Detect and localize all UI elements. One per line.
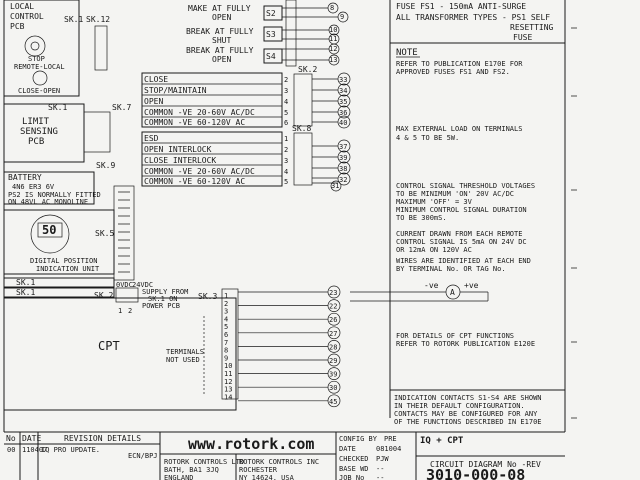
date-value: 081004 <box>376 445 402 453</box>
tb2-pin-5: 5 <box>284 178 289 186</box>
tb1-connector: SK.2 <box>298 65 318 74</box>
signal-line-5: TO BE 300mS. <box>396 214 447 222</box>
terminal-29: 29 <box>329 357 338 365</box>
current-line-1: CURRENT DRAWN FROM EACH REMOTE <box>396 230 523 238</box>
terminal-38: 38 <box>339 165 348 173</box>
tb1-row-label-close: CLOSE <box>144 75 169 84</box>
note-line-1: REFER TO PUBLICATION E170E FOR <box>396 60 523 68</box>
job-label: JOB No <box>339 474 365 480</box>
rev-row-signature: ECN/BPJ <box>128 452 158 460</box>
config-by-label: CONFIG BY <box>339 435 377 443</box>
load-line-1: MAX EXTERNAL LOAD ON TERMINALS <box>396 125 523 133</box>
sk1-bar-a-label: SK.1 <box>16 278 36 287</box>
terminal-40: 40 <box>339 119 348 127</box>
sk3-pin-3: 3 <box>224 307 229 316</box>
terminal-31: 31 <box>331 182 340 190</box>
sk3-pin-11: 11 <box>224 370 233 378</box>
terminal-27: 27 <box>329 329 338 338</box>
stop-knob-center-icon <box>31 42 39 50</box>
signal-line-3: MAXIMUM 'OFF' = 3V <box>396 198 472 206</box>
tb1-pin-2: 2 <box>284 76 289 84</box>
sk2-pin-2: 2 <box>128 307 133 315</box>
switch-s4-tag: S4 <box>266 52 276 61</box>
tb2-connector-body <box>294 133 312 185</box>
battery-connector: SK.9 <box>96 161 116 170</box>
terminal-23: 23 <box>329 289 338 297</box>
local-control-label: LOCAL <box>10 2 35 11</box>
tb1-connector-body <box>294 74 312 126</box>
cpt-section <box>4 281 340 410</box>
battery-label: BATTERY <box>8 173 42 182</box>
sk2-pin-1: 1 <box>118 307 123 315</box>
tb1-row-label-common-20-60: COMMON -VE 20-60V AC/DC <box>144 108 255 117</box>
cpt-note-1: FOR DETAILS OF CPT FUNCTIONS <box>396 332 515 340</box>
display-connector: SK.5 <box>95 229 115 238</box>
local-control-sub: CONTROL <box>10 12 44 21</box>
battery-note-1: PS2 IS NORMALLY FITTED <box>8 191 101 199</box>
terminal-10: 10 <box>329 26 338 34</box>
rev-row-no: 00 <box>7 446 16 454</box>
tb1-row-label-common-60-120: COMMON -VE 60-120V AC <box>144 118 246 127</box>
diagram-label: CIRCUIT DIAGRAM No -REV <box>430 460 541 469</box>
rev-row-detail: IQ PRO UPDATE. <box>41 446 101 454</box>
tb2-row-label-close-interlock: CLOSE INTERLOCK <box>144 156 217 165</box>
checked-value: PJW <box>376 455 389 463</box>
close-open-knob-icon <box>33 71 47 85</box>
switch-s3-label1: BREAK AT FULLY <box>186 27 254 36</box>
sk3-pin-14: 14 <box>224 393 233 402</box>
display-label-1: DIGITAL POSITION <box>30 257 98 265</box>
sk3-pin-4: 4 <box>224 315 229 324</box>
transformer-line-1: ALL TRANSFORMER TYPES - PS1 SELF <box>396 13 551 22</box>
terminal-9: 9 <box>340 13 345 21</box>
sk12-connector-icon <box>95 26 107 70</box>
switch-s4-label2: OPEN <box>212 55 232 64</box>
tb1-row-label-open: OPEN <box>144 97 164 106</box>
terminal-22: 22 <box>329 302 338 311</box>
sk3-label: SK.3 <box>198 292 218 301</box>
fuse-line: FUSE FS1 - 150mA ANTI-SURGE <box>396 2 527 11</box>
limit-sensing-line3: PCB <box>28 137 45 147</box>
close-open-label: CLOSE-OPEN <box>18 87 61 95</box>
terminal-45: 45 <box>329 397 338 406</box>
terminal-32: 32 <box>339 176 348 184</box>
supply-from-2: SK.1 ON <box>148 295 178 303</box>
tb2-pin-2: 2 <box>284 146 289 154</box>
rev-row-date: 110407 <box>22 446 48 454</box>
margin-ticks <box>571 28 577 418</box>
wire-line-1: WIRES ARE IDENTIFIED AT EACH END <box>396 257 531 265</box>
signal-line-4: MINIMUM CONTROL SIGNAL DURATION <box>396 206 527 214</box>
tb2-pin-3: 3 <box>284 157 289 165</box>
config-by-value: PRE <box>384 435 397 443</box>
base-value: -- <box>376 465 385 473</box>
sk3-terminal-list <box>238 286 340 407</box>
wire-line-2: BY TERMINAL No. OR TAG No. <box>396 265 506 273</box>
transformer-line-2: RESETTING <box>510 23 554 32</box>
switch-s3-label2: SHUT <box>212 36 232 45</box>
terminal-block-1 <box>142 65 350 128</box>
tb2-connector: SK.8 <box>292 124 312 133</box>
sk3-pin-13: 13 <box>224 385 233 394</box>
supply-from-1: SUPPLY FROM <box>142 288 189 296</box>
ammeter-plus-label: +ve <box>464 281 479 290</box>
note-line-2: APPROVED FUSES FS1 AND FS2. <box>396 68 510 76</box>
notes-column <box>350 2 565 426</box>
terminal-12: 12 <box>329 45 338 53</box>
stop-label: STOP <box>28 55 45 63</box>
ammeter-symbol: A <box>450 288 455 297</box>
limit-sensing-connector-2: SK.7 <box>112 103 132 112</box>
tb2-row-label-common-60-120: COMMON -VE 60-120V AC <box>144 177 246 186</box>
local-control-connector: SK.1 <box>64 15 84 24</box>
terminal-39: 39 <box>329 370 338 379</box>
terminals-not-used-2: NOT USED <box>166 356 200 364</box>
local-control-pcb <box>4 0 110 96</box>
product-name: IQ + CPT <box>420 436 464 446</box>
company-2-name: ROTORK CONTROLS INC <box>239 458 320 466</box>
tb2-row-label-open-interlock: OPEN INTERLOCK <box>144 145 212 154</box>
current-line-2: CONTROL SIGNAL IS 5mA ON 24V DC <box>396 238 527 246</box>
battery-note-2: ON 48VL AC MONOLINE <box>8 198 89 206</box>
terminal-37: 37 <box>339 143 348 151</box>
switch-s2-label1: MAKE AT FULLY <box>188 4 251 13</box>
sk2-label: SK.2 <box>94 291 114 300</box>
main-connector-pins <box>118 192 130 272</box>
cpt-note-2: REFER TO ROTORK PUBLICATION E120E <box>396 340 536 348</box>
checked-label: CHECKED <box>339 455 369 463</box>
supply-24v: 24VDC <box>132 281 154 289</box>
tb1-row-label-stop: STOP/MAINTAIN <box>144 86 207 95</box>
switch-connector-strip <box>286 0 296 66</box>
date-label: DATE <box>339 445 356 453</box>
tb1-pin-6: 6 <box>284 119 289 127</box>
switch-s3 <box>186 25 339 45</box>
terminal-26: 26 <box>329 316 338 325</box>
terminal-39: 39 <box>339 154 348 162</box>
tb1-pin-4: 4 <box>284 98 289 106</box>
switch-s2-tag: S2 <box>266 9 276 18</box>
stop-knob-icon <box>25 36 45 56</box>
indication-note-2: IN THEIR DEFAULT CONFIGURATION. <box>394 402 525 410</box>
terminals-not-used-1: TERMINALS <box>166 348 204 356</box>
tb2-pin-4: 4 <box>284 168 289 176</box>
switch-s4-label1: BREAK AT FULLY <box>186 46 254 55</box>
digital-display-unit <box>4 210 114 274</box>
sk7-connector-icon <box>84 112 110 152</box>
sk3-pin-1: 1 <box>224 292 229 300</box>
tb1-pin-5: 5 <box>284 109 289 117</box>
limit-sensing-connector: SK.1 <box>48 103 68 112</box>
sk3-pin-7: 7 <box>224 338 229 347</box>
display-label-2: INDICATION UNIT <box>36 265 100 273</box>
tb2-pin-1: 1 <box>284 135 289 143</box>
current-line-3: OR 12mA ON 120V AC <box>396 246 472 254</box>
switch-s4 <box>186 44 339 65</box>
terminal-33: 33 <box>339 76 348 84</box>
title-block <box>4 432 565 480</box>
sk1-bar-b-label: SK.1 <box>16 288 36 297</box>
note-title: NOTE <box>396 48 418 58</box>
company-2-line3: NY 14624, USA <box>239 474 294 480</box>
supply-0v: 0VDC <box>116 281 133 289</box>
rev-header-date: DATE <box>22 434 42 443</box>
sk3-pin-9: 9 <box>224 354 229 363</box>
sk3-pin-5: 5 <box>224 323 229 332</box>
cpt-label: CPT <box>98 339 120 353</box>
limit-sensing-pcb <box>4 103 131 162</box>
company-2-line2: ROCHESTER <box>239 466 277 474</box>
indication-note-3: CONTACTS MAY BE CONFIGURED FOR ANY <box>394 410 538 418</box>
job-value: -- <box>376 474 385 480</box>
display-value: 50 <box>42 223 57 237</box>
terminal-34: 34 <box>339 87 348 95</box>
terminal-8: 8 <box>330 4 335 12</box>
limit-sensing-line1: LIMIT <box>22 117 50 127</box>
switch-s3-tag: S3 <box>266 30 276 39</box>
transformer-line-3: FUSE <box>513 33 533 42</box>
sk3-pin-list <box>224 292 232 401</box>
indication-note-4: OF THE FUNCTIONS DESCRIBED IN E170E <box>394 418 542 426</box>
sk3-pin-6: 6 <box>224 331 229 339</box>
local-control-pcb-label: PCB <box>10 22 25 31</box>
sk3-pin-2: 2 <box>224 299 229 308</box>
signal-line-2: TO BE MINIMUM 'ON' 20V AC/DC <box>396 190 515 198</box>
company-1-line3: ENGLAND <box>164 474 194 480</box>
supply-from-3: POWER PCB <box>142 302 180 310</box>
switch-s2 <box>188 3 348 22</box>
terminal-11: 11 <box>329 35 338 43</box>
remote-local-label: REMOTE-LOCAL <box>14 63 65 71</box>
rev-header-details: REVISION DETAILS <box>64 434 142 443</box>
company-1-line2: BATH, BA1 3JQ <box>164 466 219 474</box>
tb1-pin-3: 3 <box>284 87 289 95</box>
diagram-number: 3010-000-08 <box>426 466 526 480</box>
battery-sub: 4N6 ER3 6V <box>12 183 55 191</box>
company-1-name: ROTORK CONTROLS LTD <box>164 458 245 466</box>
indication-note-1: INDICATION CONTACTS S1-S4 ARE SHOWN <box>394 394 542 402</box>
load-line-2: 4 & 5 TO BE 5W. <box>396 134 460 142</box>
rotork-website: www.rotork.com <box>188 435 315 453</box>
terminal-13: 13 <box>329 56 338 64</box>
terminal-28: 28 <box>329 343 338 352</box>
signal-line-1: CONTROL SIGNAL THRESHOLD VOLTAGES <box>396 182 536 190</box>
switch-s2-label2: OPEN <box>212 13 232 22</box>
rev-header-no: No <box>6 434 16 443</box>
sk3-pin-8: 8 <box>224 346 229 355</box>
terminal-36: 36 <box>339 109 348 117</box>
ammeter-minus-label: -ve <box>424 281 439 290</box>
sk3-pin-12: 12 <box>224 377 233 386</box>
limit-sensing-line2: SENSING <box>20 127 58 137</box>
sk2-connector <box>116 288 138 302</box>
tb2-row-label-esd: ESD <box>144 134 159 143</box>
base-label: BASE WD <box>339 465 369 473</box>
battery-section <box>4 161 115 206</box>
terminal-30: 30 <box>329 384 338 393</box>
tb2-row-label-common-20-60: COMMON -VE 20-60V AC/DC <box>144 167 255 176</box>
sk3-pin-10: 10 <box>224 362 233 371</box>
terminal-35: 35 <box>339 98 348 106</box>
terminal-block-2 <box>142 124 350 191</box>
local-control-connector-2: SK.12 <box>86 15 111 24</box>
